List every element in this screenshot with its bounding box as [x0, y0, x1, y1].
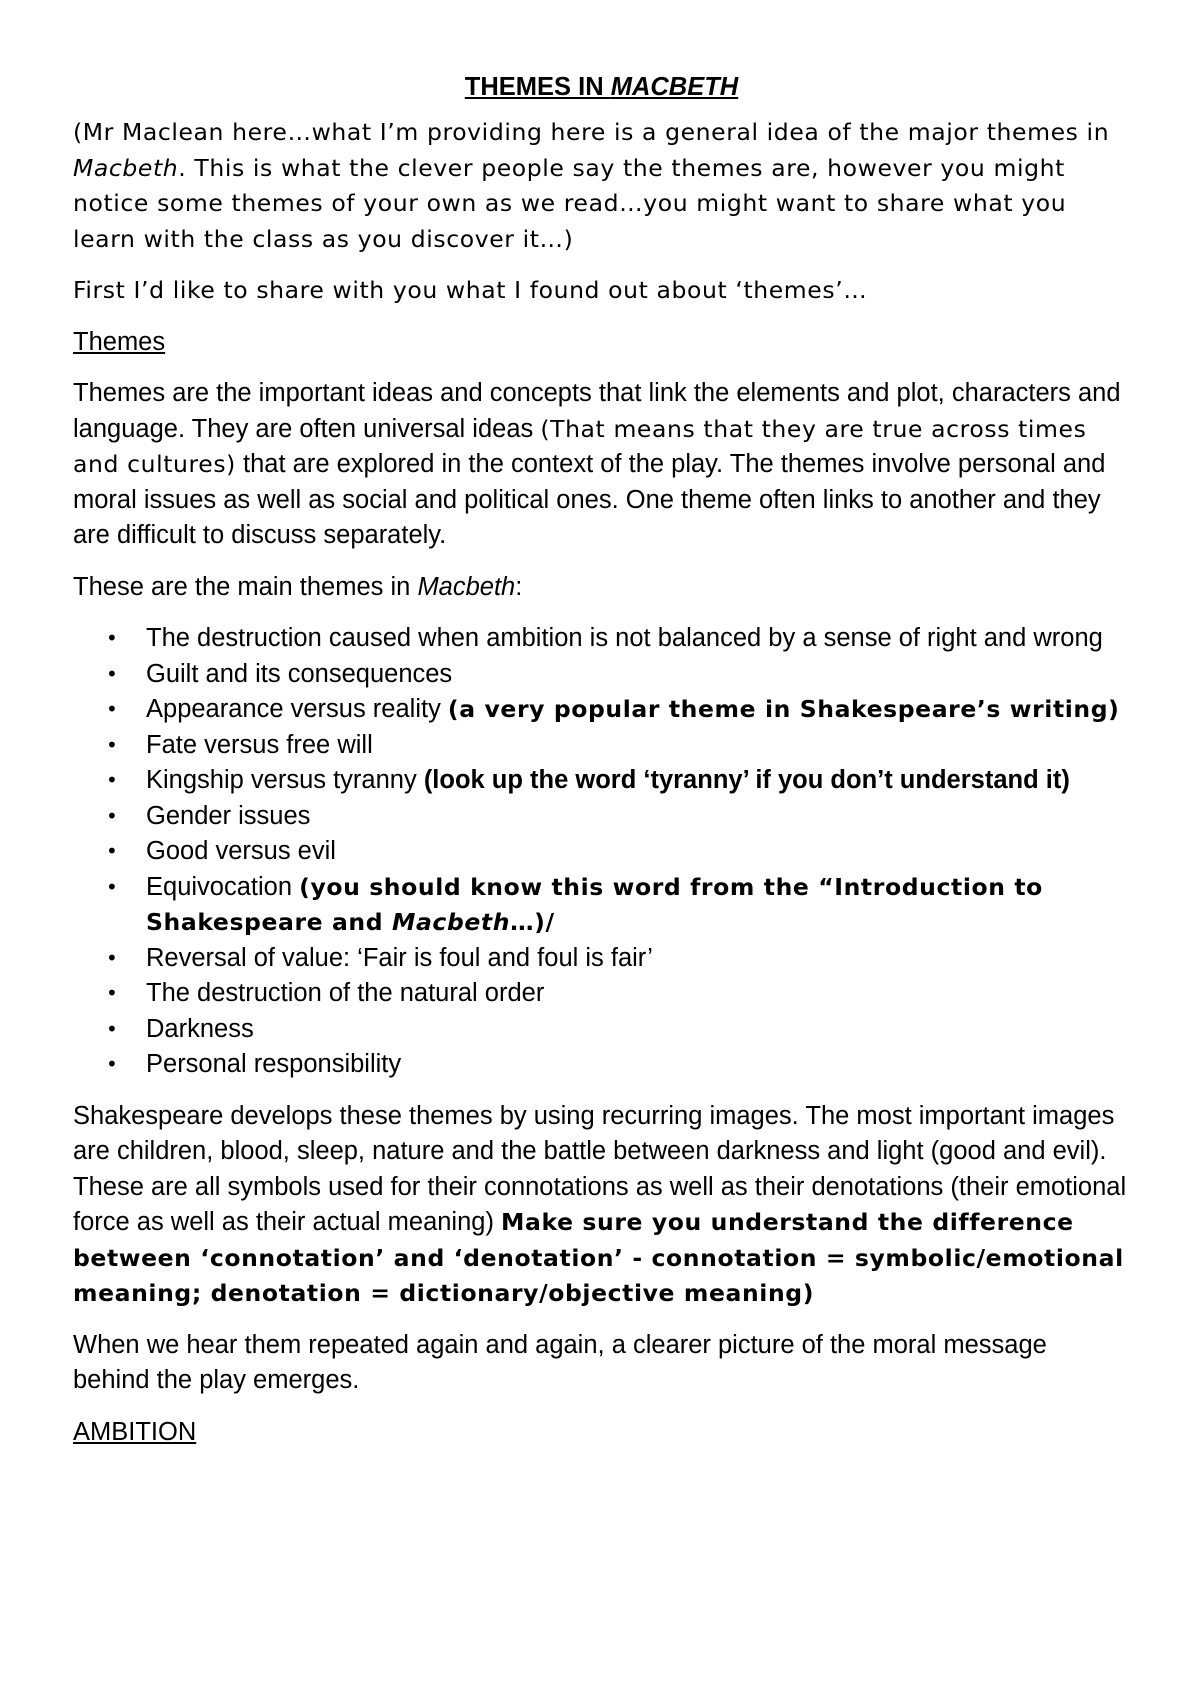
- list-item: • Reversal of value: ‘Fair is foul and foul is fair’: [146, 941, 1130, 977]
- bullet-icon: •: [106, 661, 118, 686]
- bullet-icon: •: [106, 732, 118, 757]
- themes-heading: Themes: [73, 327, 166, 356]
- main-themes-intro: These are the main themes in Macbeth:: [73, 572, 523, 601]
- list-item: • Equivocation (you should know this word from the “Introduction to Shakespeare and Macbeth…)/: [146, 870, 1130, 941]
- list-item: • Darkness: [146, 1012, 1130, 1048]
- bullet-icon: •: [106, 1016, 118, 1041]
- bullet-icon: •: [106, 1052, 118, 1076]
- list-item: • Fate versus free will: [146, 728, 1130, 764]
- bullet-icon: •: [106, 803, 118, 828]
- list-item: • Gender issues: [146, 799, 1130, 835]
- themes-list: [73, 621, 1130, 1083]
- repeat-paragraph: When we hear them repeated again and again, a clearer picture of the moral message behind the play emerges.: [73, 1330, 1047, 1394]
- ambition-heading: AMBITION: [73, 1417, 197, 1446]
- list-item: • Kingship versus tyranny (look up the word ‘tyranny’ if you don’t understand it): [146, 763, 1130, 799]
- bullet-icon: •: [106, 839, 118, 863]
- themes-definition-paragraph: Themes are the important ideas and concepts that link the elements and plot, characters and language. They are often universal ideas (That means that they are true across times and cultures) that are explored in the context of the play. The themes involve personal and moral issues as well as social and political ones. One theme often links to another and they are difficult to discuss separately.: [73, 379, 1121, 549]
- list-item: • Personal responsibility: [146, 1047, 1130, 1083]
- document-title: THEMES IN MACBETH: [464, 73, 739, 101]
- bullet-icon: •: [106, 697, 118, 721]
- bullet-icon: •: [106, 981, 118, 1005]
- intro-paragraph: (Mr Maclean here…what I’m providing here is a general idea of the major themes in Macbeth. This is what the clever people say the themes are, however you might notice some themes of your own as we read…you might want to share what you learn with the class as you discover it…): [73, 118, 1110, 253]
- bullet-icon: •: [106, 874, 118, 899]
- bullet-icon: •: [106, 768, 118, 792]
- list-item: • Good versus evil: [146, 834, 1130, 870]
- first-line: First I’d like to share with you what I found out about ‘themes’…: [73, 276, 868, 304]
- list-item: • Appearance versus reality (a very popular theme in Shakespeare’s writing): [146, 692, 1130, 728]
- images-paragraph: Shakespeare develops these themes by using recurring images. The most important images are children, blood, sleep, nature and the battle between darkness and light (good and evil). These are all symbols used for their connotations as well as their denotations (their emotional force as well as their actual meaning) Make sure you understand the difference between ‘connotation’ and ‘denotation’ - connotation = symbolic/emotional meaning; denotation = dictionary/objective meaning): [73, 1101, 1127, 1307]
- list-item: • Guilt and its consequences: [146, 657, 1130, 693]
- bullet-icon: •: [106, 626, 118, 650]
- list-item: • The destruction caused when ambition is not balanced by a sense of right and wrong: [146, 621, 1130, 657]
- list-item: • The destruction of the natural order: [146, 976, 1130, 1012]
- bullet-icon: •: [106, 945, 118, 970]
